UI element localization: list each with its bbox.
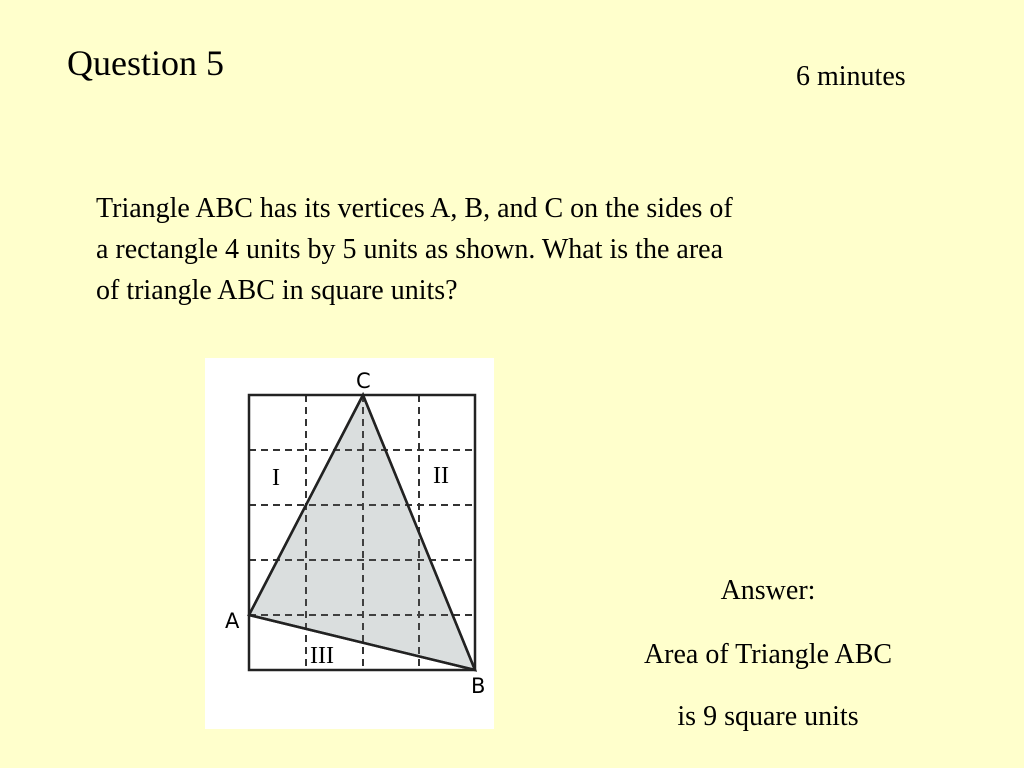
answer-line-1: Area of Triangle ABC — [643, 639, 893, 670]
region-label-ii: II — [433, 463, 449, 489]
answer-block — [608, 570, 928, 758]
vertex-label-b: B — [471, 674, 486, 698]
problem-line-2: a rectangle 4 units by 5 units as shown. What is the area — [96, 234, 723, 265]
time-limit: 6 minutes — [796, 61, 906, 92]
problem-line-1: Triangle ABC has its vertices A, B, and C on the sides of — [96, 193, 733, 224]
geometry-figure — [205, 358, 494, 729]
answer-heading: Answer: — [720, 575, 816, 606]
vertex-label-c: C — [356, 369, 371, 393]
problem-line-3: of triangle ABC in square units? — [96, 275, 458, 306]
rectangle-triangle-diagram — [205, 358, 494, 729]
vertex-label-a: A — [225, 609, 240, 633]
answer-line-2: is 9 square units — [677, 701, 859, 732]
slide-title: Question 5 — [67, 43, 224, 83]
region-label-i: I — [272, 465, 280, 491]
problem-statement — [96, 188, 896, 311]
region-label-iii: III — [310, 643, 334, 669]
